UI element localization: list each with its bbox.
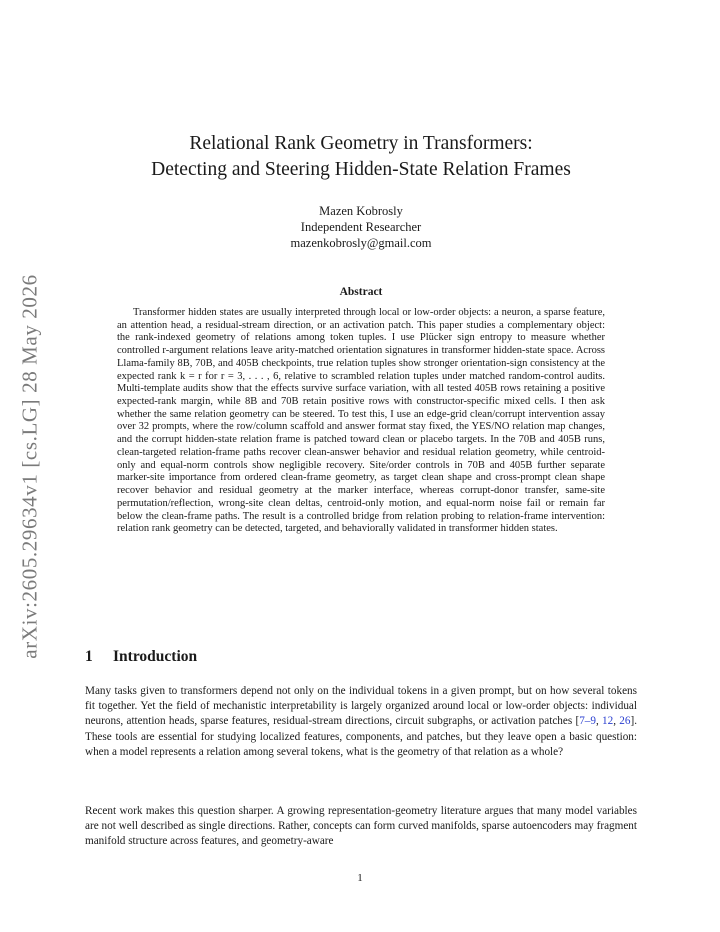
- section-heading-introduction: [85, 648, 197, 666]
- abstract-text: Transformer hidden states are usually interpreted through local or low-order objects: a neuron, a sparse feature, an attention head, a residual-stream direction, or an activation patch. This paper studies a complementary object: the rank-indexed geometry of relations among token tuples. I use Plücker sign entropy to measure whether controlled r-argument relations leave arity-matched orientation signatures in transformer hidden-state space. Across Llama-family 8B, 70B, and 405B checkpoints, true relation tuples show stronger orientation-sign consistency at the expected rank k = r for r = 3, . . . , 6, relative to scrambled relation tuples under matched random-control audits. Multi-template audits show that the effects survive surface variation, with all tested 405B rows retaining a positive expected-rank margin, while 8B and 70B retain positive rows with constructor-specific mixed cells. I then ask whether the same relation geometry can be steered. To test this, I use an edge-grid clean/corrupt intervention assay over 32 prompts, where the row/column scaffold and answer format stay fixed, the YES/NO relation map changes, and the corrupt hidden-state relation frame is patched toward clean or placebo targets. In the 70B and 405B runs, clean-targeted relation-frame paths recover clean-answer behavior and residual relation geometry, while centroid-only and equal-norm controls show negligible recovery. Site/order controls in 70B and 405B further separate marker-site importance from ordered clean-frame geometry, as target clean shape and cross-prompt clean shape recover behavior and residual geometry at the marker interface, whereas corrupt-donor transfer, same-site permutation/reflection, wrong-site clean deltas, centroid-only motion, and equal-norm noise fail or remain far below the clean-frame paths. The result is a controlled bridge from relation probing to relation-frame intervention: relation rank geometry can be detected, targeted, and behaviorally validated in transformer hidden states.: [117, 307, 605, 535]
- section-number: 1: [85, 648, 93, 665]
- abstract-heading: Abstract: [339, 286, 383, 298]
- intro-text: ]. These tools are essential for studying localized features, components, and patches, but they leave open a basic question: when a model represents a relation among several tokens, what is the geometry of that relation as a whole?: [85, 715, 638, 758]
- arxiv-identifier-text: arXiv:2605.29634v1 [cs.LG] 28 May 2026: [17, 273, 42, 659]
- arxiv-identifier-stamp: [10, 256, 50, 676]
- title-line-2: Detecting and Steering Hidden-State Relation Frames: [151, 159, 571, 180]
- paper-title: [85, 131, 637, 183]
- author-block: [85, 203, 637, 251]
- citation-separator: ,: [613, 715, 620, 728]
- intro-paragraph-2: Recent work makes this question sharper. A growing representation-geometry literature argues that many model variables are not well described as single directions. Rather, concepts can form curved manifolds, sparse autoencoders may fragment manifold structure across features, and geometry-aware: [85, 805, 637, 848]
- title-line-1: Relational Rank Geometry in Transformers:: [189, 133, 533, 154]
- page-number: 1: [357, 872, 363, 884]
- citation-link[interactable]: 12: [602, 715, 614, 728]
- section-title: Introduction: [113, 648, 198, 665]
- intro-paragraph-1: [85, 684, 637, 760]
- author-name: Mazen Kobrosly: [319, 204, 403, 218]
- citation-link[interactable]: 26: [619, 715, 631, 728]
- author-affiliation: Independent Researcher: [300, 220, 422, 234]
- citation-separator: ,: [595, 715, 603, 728]
- intro-text: Many tasks given to transformers depend not only on the individual tokens in a given prompt, but on how several tokens fit together. Yet the field of mechanistic interpretability is largely organized around local or low-order objects: individual neurons, attention heads, sparse features, residual-stream directions, circuit subgraphs, or activation patches [: [85, 685, 637, 728]
- citation-link[interactable]: 7–9: [579, 715, 596, 728]
- author-email: mazenkobrosly@gmail.com: [290, 236, 432, 250]
